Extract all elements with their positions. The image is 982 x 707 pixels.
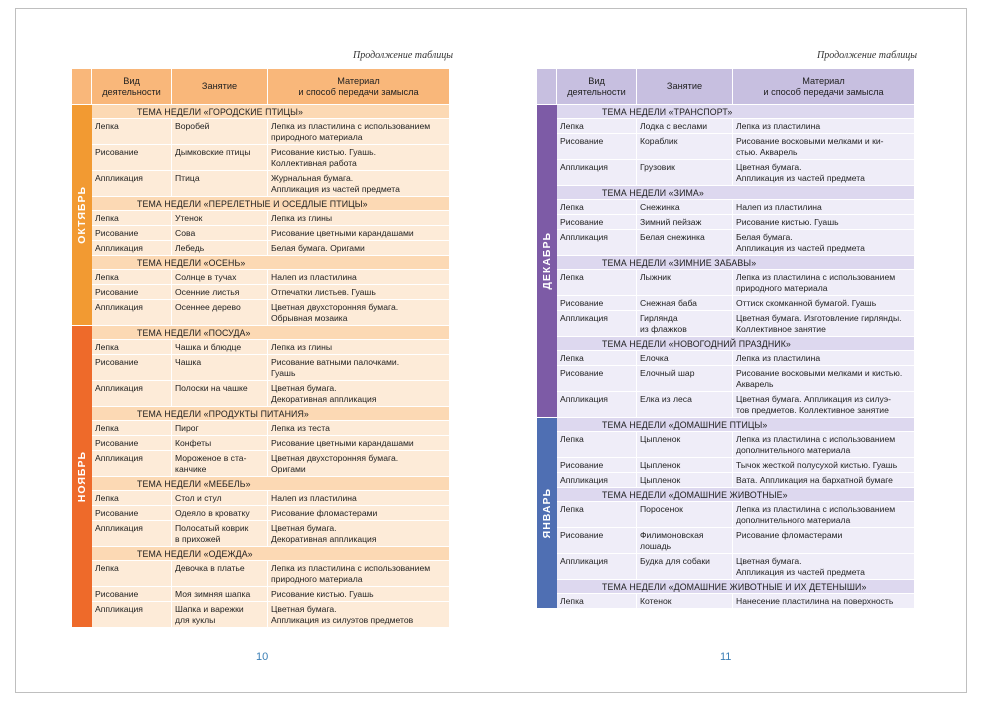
material-method: Рисование цветными карандашами: [268, 435, 449, 450]
material-method: Цветная бумага. Аппликация из силуэтов предметов: [268, 601, 449, 627]
material-method: Цветная двухсторонняя бумага. Оригами: [268, 450, 449, 476]
week-theme: ТЕМА НЕДЕЛИ «ТРАНСПОРТ»: [557, 104, 914, 118]
lesson-name: Лыжник: [637, 269, 733, 295]
activity-type: Лепка: [92, 210, 172, 225]
week-theme: ТЕМА НЕДЕЛИ «НОВОГОДНИЙ ПРАЗДНИК»: [557, 336, 914, 350]
activity-type: Лепка: [92, 560, 172, 586]
activity-type: Аппликация: [557, 472, 637, 487]
activity-type: Рисование: [557, 214, 637, 229]
left-schedule-table: [72, 69, 449, 627]
activity-type: Аппликация: [557, 391, 637, 417]
material-method: Цветная двухсторонняя бумага. Обрывная мозаика: [268, 299, 449, 325]
lesson-name: Белая снежинка: [637, 229, 733, 255]
lesson-name: Утенок: [172, 210, 268, 225]
material-method: Цветная бумага. Декоративная аппликация: [268, 380, 449, 406]
lesson-name: Котенок: [637, 593, 733, 608]
lesson-name: Птица: [172, 170, 268, 196]
header-kind: Вид деятельности: [557, 69, 637, 104]
activity-type: Рисование: [92, 354, 172, 380]
activity-type: Лепка: [557, 431, 637, 457]
month-label: [537, 104, 557, 417]
material-method: Рисование ватными палочками. Гуашь: [268, 354, 449, 380]
lesson-name: Осенние листья: [172, 284, 268, 299]
month-label: [72, 104, 92, 325]
lesson-name: Елочка: [637, 350, 733, 365]
activity-type: Рисование: [557, 365, 637, 391]
lesson-name: Поросенок: [637, 501, 733, 527]
lesson-name: Мороженое в ста- канчике: [172, 450, 268, 476]
header-kind: Вид деятельности: [92, 69, 172, 104]
month-name: НОЯБРЬ: [75, 450, 88, 503]
lesson-name: Шапка и варежки для куклы: [172, 601, 268, 627]
lesson-name: Снежная баба: [637, 295, 733, 310]
week-theme: ТЕМА НЕДЕЛИ «ДОМАШНИЕ ЖИВОТНЫЕ И ИХ ДЕТЕНЫШИ»: [557, 579, 914, 593]
material-method: Лепка из пластилина с использованием природного материала: [733, 269, 914, 295]
material-method: Белая бумага. Аппликация из частей предмета: [733, 229, 914, 255]
lesson-name: Пирог: [172, 420, 268, 435]
lesson-name: Дымковские птицы: [172, 144, 268, 170]
week-theme: ТЕМА НЕДЕЛИ «ДОМАШНИЕ ЖИВОТНЫЕ»: [557, 487, 914, 501]
material-method: Вата. Аппликация на бархатной бумаге: [733, 472, 914, 487]
activity-type: Лепка: [557, 350, 637, 365]
lesson-name: Будка для собаки: [637, 553, 733, 579]
month-name: ЯНВАРЬ: [540, 487, 553, 539]
activity-type: Лепка: [557, 199, 637, 214]
header-corner: [537, 69, 557, 104]
week-theme: ТЕМА НЕДЕЛИ «ДОМАШНИЕ ПТИЦЫ»: [557, 417, 914, 431]
month-label: [72, 325, 92, 627]
material-method: Цветная бумага. Аппликация из силуэ- тов предметов. Коллективное занятие: [733, 391, 914, 417]
activity-type: Рисование: [557, 133, 637, 159]
activity-type: Рисование: [92, 586, 172, 601]
activity-type: Рисование: [92, 505, 172, 520]
material-method: Цветная бумага. Изготовление гирлянды. Коллективное занятие: [733, 310, 914, 336]
material-method: Рисование кистью. Гуашь. Коллективная работа: [268, 144, 449, 170]
header-lesson: Занятие: [172, 69, 268, 104]
month-name: ОКТЯБРЬ: [75, 186, 88, 244]
material-method: Рисование восковыми мелками и ки- стью. Акварель: [733, 133, 914, 159]
material-method: Лепка из глины: [268, 210, 449, 225]
material-method: Журнальная бумага. Аппликация из частей предмета: [268, 170, 449, 196]
material-method: Налеп из пластилина: [268, 269, 449, 284]
activity-type: Лепка: [557, 269, 637, 295]
week-theme: ТЕМА НЕДЕЛИ «ЗИМА»: [557, 185, 914, 199]
lesson-name: Снежинка: [637, 199, 733, 214]
material-method: Рисование цветными карандашами: [268, 225, 449, 240]
material-method: Цветная бумага. Аппликация из частей предмета: [733, 553, 914, 579]
material-method: Тычок жесткой полусухой кистью. Гуашь: [733, 457, 914, 472]
activity-type: Аппликация: [92, 450, 172, 476]
material-method: Лепка из глины: [268, 339, 449, 354]
lesson-name: Грузовик: [637, 159, 733, 185]
activity-type: Аппликация: [557, 310, 637, 336]
right-page-number: 11: [720, 651, 732, 663]
right-schedule-table: [537, 69, 914, 608]
lesson-name: Моя зимняя шапка: [172, 586, 268, 601]
lesson-name: Стол и стул: [172, 490, 268, 505]
lesson-name: Одеяло в кроватку: [172, 505, 268, 520]
activity-type: Лепка: [557, 118, 637, 133]
header-material: Материал и способ передачи замысла: [268, 69, 449, 104]
month-name: ДЕКАБРЬ: [540, 232, 553, 290]
material-method: Налеп из пластилина: [268, 490, 449, 505]
lesson-name: Цыпленок: [637, 431, 733, 457]
activity-type: Рисование: [92, 435, 172, 450]
material-method: Оттиск скомканной бумагой. Гуашь: [733, 295, 914, 310]
lesson-name: Зимний пейзаж: [637, 214, 733, 229]
activity-type: Аппликация: [92, 299, 172, 325]
material-method: Лепка из теста: [268, 420, 449, 435]
material-method: Лепка из пластилина с использованием дополнительного материала: [733, 431, 914, 457]
activity-type: Лепка: [92, 339, 172, 354]
material-method: Рисование восковыми мелками и кистью. Акварель: [733, 365, 914, 391]
activity-type: Аппликация: [92, 601, 172, 627]
activity-type: Аппликация: [92, 240, 172, 255]
lesson-name: Елка из леса: [637, 391, 733, 417]
lesson-name: Гирлянда из флажков: [637, 310, 733, 336]
left-caption: Продолжение таблицы: [353, 50, 454, 61]
week-theme: ТЕМА НЕДЕЛИ «ПЕРЕЛЕТНЫЕ И ОСЕДЛЫЕ ПТИЦЫ»: [92, 196, 449, 210]
material-method: Отпечатки листьев. Гуашь: [268, 284, 449, 299]
lesson-name: Осеннее дерево: [172, 299, 268, 325]
material-method: Рисование кистью. Гуашь: [733, 214, 914, 229]
lesson-name: Сова: [172, 225, 268, 240]
header-lesson: Занятие: [637, 69, 733, 104]
activity-type: Аппликация: [92, 170, 172, 196]
activity-type: Лепка: [557, 501, 637, 527]
activity-type: Аппликация: [557, 553, 637, 579]
activity-type: Рисование: [92, 284, 172, 299]
week-theme: ТЕМА НЕДЕЛИ «ЗИМНИЕ ЗАБАВЫ»: [557, 255, 914, 269]
activity-type: Аппликация: [92, 380, 172, 406]
activity-type: Рисование: [92, 144, 172, 170]
lesson-name: Кораблик: [637, 133, 733, 159]
lesson-name: Воробей: [172, 118, 268, 144]
material-method: Рисование фломастерами: [268, 505, 449, 520]
material-method: Налеп из пластилина: [733, 199, 914, 214]
material-method: Рисование кистью. Гуашь: [268, 586, 449, 601]
week-theme: ТЕМА НЕДЕЛИ «ОДЕЖДА»: [92, 546, 449, 560]
activity-type: Лепка: [557, 593, 637, 608]
right-caption: Продолжение таблицы: [817, 50, 918, 61]
month-label: [537, 417, 557, 608]
activity-type: Рисование: [557, 527, 637, 553]
activity-type: Лепка: [92, 490, 172, 505]
lesson-name: Лебедь: [172, 240, 268, 255]
material-method: Цветная бумага. Декоративная аппликация: [268, 520, 449, 546]
material-method: Лепка из пластилина с использованием природного материала: [268, 118, 449, 144]
lesson-name: Девочка в платье: [172, 560, 268, 586]
material-method: Рисование фломастерами: [733, 527, 914, 553]
activity-type: Аппликация: [557, 229, 637, 255]
material-method: Лепка из пластилина: [733, 350, 914, 365]
lesson-name: Полосатый коврик в прихожей: [172, 520, 268, 546]
lesson-name: Цыпленок: [637, 472, 733, 487]
material-method: Лепка из пластилина с использованием природного материала: [268, 560, 449, 586]
lesson-name: Конфеты: [172, 435, 268, 450]
activity-type: Рисование: [92, 225, 172, 240]
activity-type: Лепка: [92, 269, 172, 284]
material-method: Лепка из пластилина с использованием дополнительного материала: [733, 501, 914, 527]
week-theme: ТЕМА НЕДЕЛИ «ГОРОДСКИЕ ПТИЦЫ»: [92, 104, 449, 118]
lesson-name: Чашка и блюдце: [172, 339, 268, 354]
activity-type: Лепка: [92, 420, 172, 435]
week-theme: ТЕМА НЕДЕЛИ «ОСЕНЬ»: [92, 255, 449, 269]
lesson-name: Полоски на чашке: [172, 380, 268, 406]
lesson-name: Елочный шар: [637, 365, 733, 391]
material-method: Нанесение пластилина на поверхность: [733, 593, 914, 608]
activity-type: Аппликация: [92, 520, 172, 546]
week-theme: ТЕМА НЕДЕЛИ «ПОСУДА»: [92, 325, 449, 339]
lesson-name: Лодка с веслами: [637, 118, 733, 133]
activity-type: Рисование: [557, 457, 637, 472]
lesson-name: Цыпленок: [637, 457, 733, 472]
material-method: Цветная бумага. Аппликация из частей предмета: [733, 159, 914, 185]
lesson-name: Солнце в тучах: [172, 269, 268, 284]
week-theme: ТЕМА НЕДЕЛИ «МЕБЕЛЬ»: [92, 476, 449, 490]
activity-type: Лепка: [92, 118, 172, 144]
material-method: Белая бумага. Оригами: [268, 240, 449, 255]
week-theme: ТЕМА НЕДЕЛИ «ПРОДУКТЫ ПИТАНИЯ»: [92, 406, 449, 420]
lesson-name: Чашка: [172, 354, 268, 380]
activity-type: Рисование: [557, 295, 637, 310]
left-page-number: 10: [256, 651, 269, 663]
lesson-name: Филимоновская лошадь: [637, 527, 733, 553]
activity-type: Аппликация: [557, 159, 637, 185]
material-method: Лепка из пластилина: [733, 118, 914, 133]
header-material: Материал и способ передачи замысла: [733, 69, 914, 104]
header-corner: [72, 69, 92, 104]
